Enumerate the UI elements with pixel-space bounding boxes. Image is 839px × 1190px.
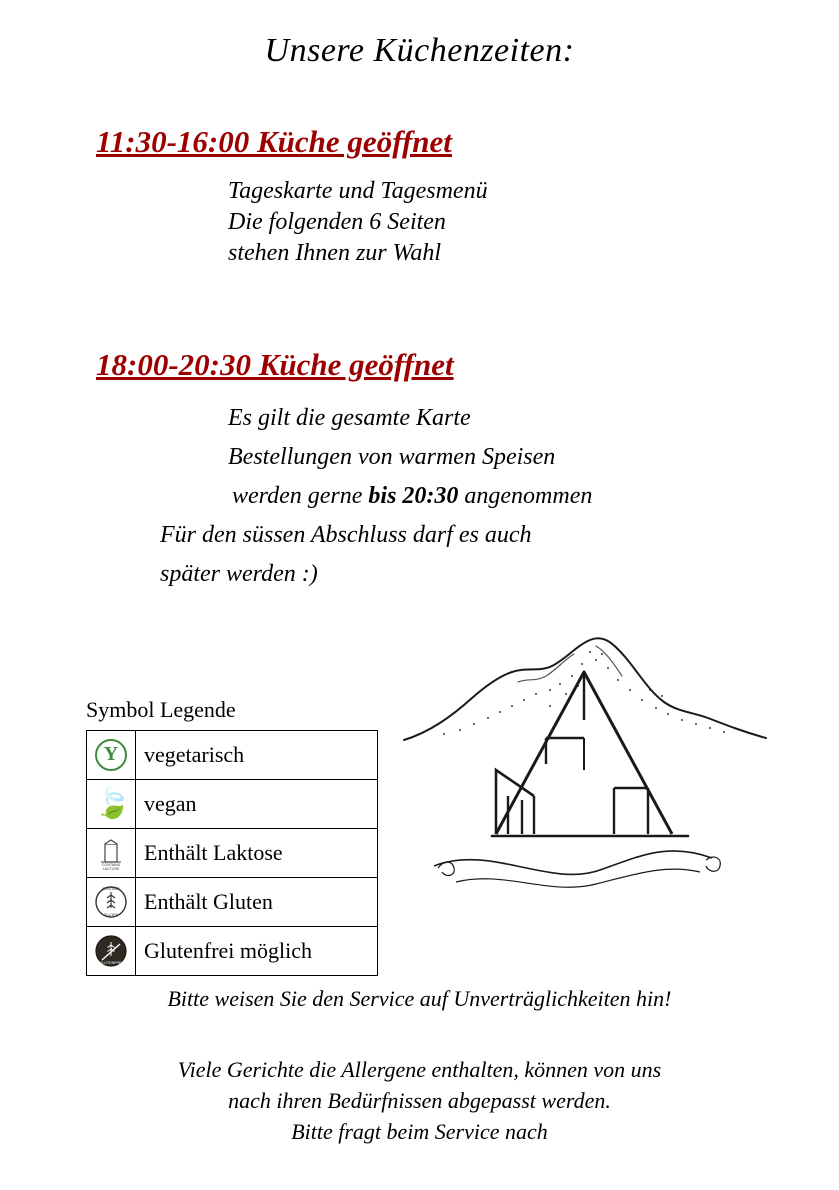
glutenfree-glyph — [93, 933, 129, 969]
gluten-free-icon — [87, 927, 136, 976]
table-row — [87, 829, 378, 878]
table-row — [87, 927, 378, 976]
contains-gluten-icon — [87, 878, 136, 927]
table-row — [87, 878, 378, 927]
service-hint-note: Bitte weisen Sie den Service auf Unverträglichkeiten hin! — [167, 986, 672, 1011]
svg-text:GLUTEN: GLUTEN — [103, 913, 119, 917]
symbol-legend-table — [86, 730, 378, 976]
dinner-last-order-time: bis 20:30 — [368, 483, 459, 509]
legend-title: Symbol Legende — [86, 697, 236, 722]
dinner-hours-heading: 18:00-20:30 Küche geöffnet — [96, 347, 454, 382]
dinner-line-2: Bestellungen von warmen Speisen — [228, 444, 556, 470]
dinner-line-3 — [160, 477, 720, 516]
vegetarian-icon — [87, 731, 136, 780]
legend-label-vegan: vegan — [136, 780, 378, 829]
page-title: Unsere Küchenzeiten: — [264, 32, 575, 69]
dinner-line-4: Für den süssen Abschluss darf es auch — [160, 522, 532, 548]
dinner-line-3-prefix: werden gerne — [232, 483, 369, 509]
gluten-glyph — [93, 884, 129, 920]
svg-text:CONTAINS: CONTAINS — [102, 887, 120, 891]
table-row — [87, 780, 378, 829]
dinner-line-1: Es gilt die gesamte Karte — [228, 405, 471, 431]
svg-text:CONTAINS: CONTAINS — [101, 863, 121, 867]
svg-text:LACTOSE: LACTOSE — [102, 867, 120, 871]
lunch-line-2: Die folgenden 6 Seiten — [228, 209, 446, 235]
svg-text:GLUTENFREI: GLUTENFREI — [99, 961, 123, 965]
dinner-hours-details — [160, 399, 720, 594]
lunch-line-3: stehen Ihnen zur Wahl — [228, 240, 442, 266]
lunch-hours-details — [228, 176, 488, 269]
vegetarian-glyph: Y — [95, 739, 127, 771]
legend-label-gluten: Enthält Gluten — [136, 878, 378, 927]
dinner-line-3-suffix: angenommen — [458, 483, 593, 509]
allergen-note — [0, 1054, 839, 1147]
legend-label-glutenfree: Glutenfrei möglich — [136, 927, 378, 976]
lunch-hours-heading: 11:30-16:00 Küche geöffnet — [96, 124, 452, 159]
legend-label-vegetarian: vegetarisch — [136, 731, 378, 780]
mountain-chalet-drawing — [400, 620, 780, 940]
lactose-glyph — [93, 835, 129, 871]
allergen-note-line-1: Viele Gerichte die Allergene enthalten, können von uns — [177, 1057, 662, 1082]
vegan-icon — [87, 780, 136, 829]
contains-lactose-icon — [87, 829, 136, 878]
vegan-glyph: 🍃 — [94, 787, 132, 820]
legend-label-lactose: Enthält Laktose — [136, 829, 378, 878]
table-row — [87, 731, 378, 780]
lunch-line-1: Tageskarte und Tagesmenü — [228, 178, 488, 204]
allergen-note-line-2: nach ihren Bedürfnissen abgepasst werden. — [228, 1088, 611, 1113]
allergen-note-line-3: Bitte fragt beim Service nach — [291, 1119, 548, 1144]
dinner-line-5: später werden :) — [160, 561, 318, 587]
